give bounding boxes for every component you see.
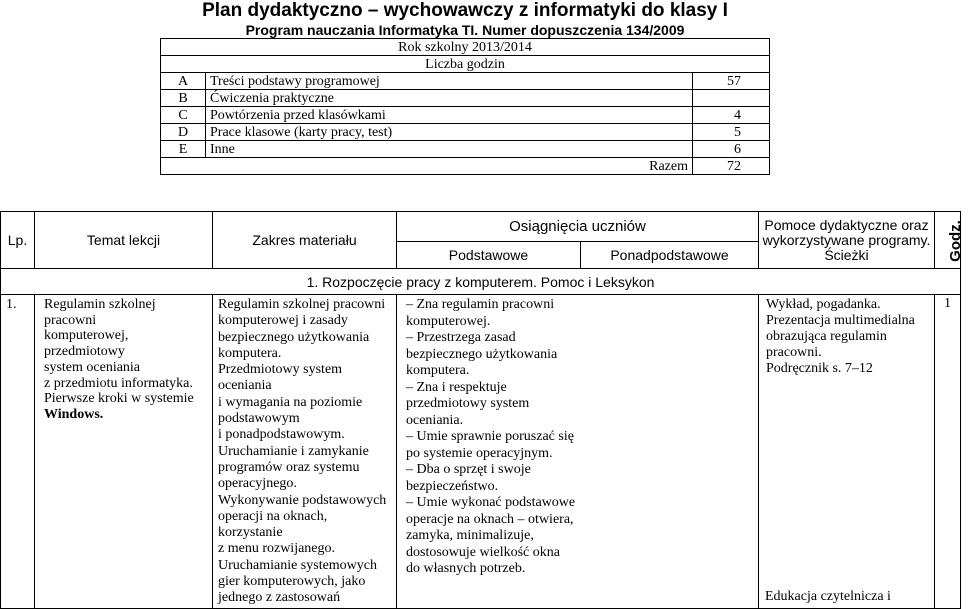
scope-line: Wykonywanie podstawowych (218, 492, 387, 508)
col-header-scope: Zakres materiału (213, 212, 397, 269)
col-header-extended: Ponadpodstawowe (581, 242, 759, 269)
col-header-topic: Temat lekcji (35, 212, 213, 269)
achievement-line: komputera. (406, 363, 470, 378)
row-label: Inne (206, 141, 693, 158)
achievement-line: operacje na oknach – otwiera, (406, 511, 574, 527)
achievement-line: do własnych potrzeb. (406, 561, 526, 576)
hours-table (160, 38, 770, 175)
achievement-line: – Zna i respektuje (406, 379, 507, 395)
scope-line: komputera. (218, 345, 282, 361)
scope-line: Uruchamianie systemowych (218, 557, 378, 573)
row-value: 6 (693, 141, 770, 158)
achievement-line: po systemie operacyjnym. (406, 445, 553, 461)
table-row (161, 124, 770, 141)
table-row (161, 39, 770, 56)
row-label: Powtórzenia przed klasówkami (206, 107, 693, 124)
hours-label: Liczba godzin (161, 56, 770, 73)
achievement-line: oceniania. (406, 412, 464, 428)
topic-text (36, 296, 211, 423)
aids-text (760, 296, 933, 377)
achievement-line: – Umie sprawnie poruszać się (406, 429, 574, 444)
achievement-line: dostosowuje wielkość okna (406, 544, 560, 560)
col-header-hours (935, 212, 964, 269)
achievement-line: zamyka, minimalizuje, (406, 528, 534, 543)
topic-line: system oceniania (44, 359, 141, 375)
row-letter: C (161, 107, 206, 124)
row-value: 5 (693, 124, 770, 141)
document-header (160, 0, 770, 175)
table-row (161, 158, 770, 175)
row-number: 1. (1, 295, 35, 609)
table-row (161, 90, 770, 107)
aids-line: Wykład, pogadanka. (766, 297, 881, 312)
table-row (161, 141, 770, 158)
achievement-line: – Przestrzega zasad (406, 330, 516, 345)
scope-line: jednego z zastosowań (218, 590, 341, 606)
scope-line: operacyjnego. (218, 476, 297, 492)
total-label: Razem (161, 158, 693, 175)
table-row (1, 295, 961, 609)
aids-line: pracowni. (766, 345, 822, 360)
achievements-text (398, 296, 757, 578)
scope-line: i ponadpodstawowym. (218, 427, 345, 443)
scope-line: operacji na oknach, korzystanie (218, 508, 328, 541)
program-label: Program nauczania Informatyka TI. Numer dopuszczenia 134/2009 (245, 22, 685, 38)
row-value (693, 90, 770, 107)
row-label: Treści podstawy programowej (206, 73, 693, 90)
page-title: Plan dydaktyczno – wychowawczy z informatyki do klasy I (202, 0, 728, 21)
table-header-row (1, 212, 961, 242)
table-row (161, 56, 770, 73)
scope-line: programów oraz systemu (218, 459, 360, 475)
row-letter: E (161, 141, 206, 158)
school-year: Rok szkolny 2013/2014 (161, 39, 770, 56)
topic-cell (35, 295, 213, 609)
topic-line: Windows. (44, 406, 104, 422)
row-label: Prace klasowe (karty pracy, test) (206, 124, 693, 141)
scope-line: Przedmiotowy system oceniania (218, 362, 343, 394)
topic-line: Pierwsze kroki w systemie (44, 391, 194, 407)
achievements-cell (397, 295, 759, 609)
table-row (161, 73, 770, 90)
row-letter: B (161, 90, 206, 107)
col-header-aids: Pomoce dydaktyczne oraz wykorzystywane programy. Ścieżki (759, 212, 935, 269)
achievement-line: – Dba o sprzęt i swoje (406, 462, 531, 477)
achievement-line: komputerowej. (406, 313, 491, 329)
scope-line: z menu rozwijanego. (218, 541, 336, 557)
scope-text (214, 296, 395, 607)
topic-line: z przedmiotu informatyka. (44, 375, 193, 391)
col-header-achievements: Osiągnięcia uczniów (397, 212, 759, 242)
scope-line: bezpiecznego użytkowania (218, 329, 370, 345)
table-row (161, 107, 770, 124)
scope-line: komputerowej i zasady (218, 313, 348, 329)
row-value: 4 (693, 107, 770, 124)
achievement-line: przedmiotowy system (406, 396, 530, 411)
achievement-line: bezpiecznego użytkowania (406, 346, 558, 362)
hours-header-label: Godz. (946, 219, 964, 262)
aids-cell (759, 295, 935, 609)
scope-line: Uruchamianie i zamykanie (218, 443, 369, 459)
aids-line: Prezentacja multimedialna (766, 313, 915, 328)
hours-cell: 1 (935, 295, 961, 609)
section-row (1, 269, 961, 295)
col-header-basic: Podstawowe (397, 242, 581, 269)
row-letter: D (161, 124, 206, 141)
scope-cell (213, 295, 397, 609)
topic-line: komputerowej, przedmiotowy (44, 328, 129, 360)
row-letter: A (161, 73, 206, 90)
aids-bottom-line: Edukacja czytelnicza i (765, 588, 891, 604)
scope-line: Regulamin szkolnej pracowni (218, 297, 386, 312)
scope-line: gier komputerowych, jako (218, 574, 366, 590)
section-title: 1. Rozpoczęcie pracy z komputerem. Pomoc i Leksykon (1, 269, 961, 295)
scope-line: podstawowym (218, 411, 300, 427)
topic-line: Regulamin szkolnej pracowni (44, 297, 156, 328)
row-label: Ćwiczenia praktyczne (206, 90, 693, 107)
aids-line: Podręcznik s. 7–12 (766, 361, 873, 376)
col-header-lp: Lp. (1, 212, 35, 269)
achievement-line: bezpieczeństwo. (406, 478, 499, 494)
scope-line: i wymagania na poziomie (218, 394, 363, 410)
lesson-plan-table (0, 211, 964, 609)
aids-line: obrazująca regulamin (766, 329, 887, 344)
achievement-line: – Umie wykonać podstawowe (406, 495, 576, 510)
row-value: 57 (693, 73, 770, 90)
total-value: 72 (693, 158, 770, 175)
achievement-line: – Zna regulamin pracowni (406, 297, 555, 312)
